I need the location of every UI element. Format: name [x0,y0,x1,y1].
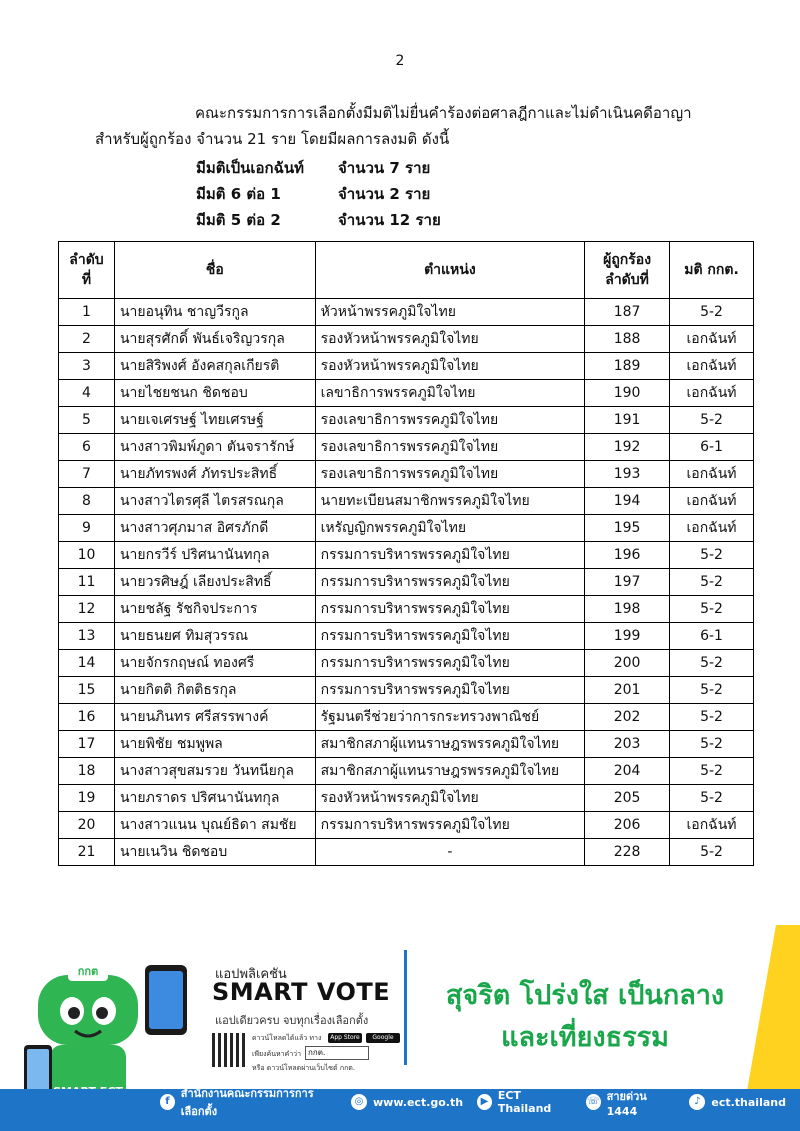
row-respondent-no: 201 [585,677,670,704]
row-order: 20 [59,812,115,839]
row-resolution: 5-2 [670,569,754,596]
row-name: นายภราดร ปริศนานันทกุล [114,785,315,812]
header-name: ชื่อ [114,242,315,299]
header-resp-line2: ลำดับที่ [605,272,649,288]
row-order: 5 [59,407,115,434]
row-respondent-no: 200 [585,650,670,677]
row-order: 16 [59,704,115,731]
row-position: สมาชิกสภาผู้แทนราษฎรพรรคภูมิใจไทย [315,731,585,758]
table-row [59,596,754,623]
table-row [59,650,754,677]
row-resolution: 5-2 [670,542,754,569]
row-name: นายพิชัย ชมพูพล [114,731,315,758]
row-order: 2 [59,326,115,353]
tiktok-icon: ♪ [689,1094,705,1110]
row-position: กรรมการบริหารพรรคภูมิใจไทย [315,812,585,839]
row-order: 12 [59,596,115,623]
row-respondent-no: 199 [585,623,670,650]
row-respondent-no: 203 [585,731,670,758]
app-tagline: แอปเดียวครบ จบทุกเรื่องเลือกตั้ง [215,1014,369,1027]
row-name: นางสาวสุขสมรวย วันทนียกุล [114,758,315,785]
row-name: นางสาวไตรศุลี ไตรสรณกุล [114,488,315,515]
row-name: นายเจเศรษฐ์ ไทยเศรษฐ์ [114,407,315,434]
row-resolution: 5-2 [670,758,754,785]
row-name: นายสุรศักดิ์ พันธ์เจริญวรกุล [114,326,315,353]
row-order: 9 [59,515,115,542]
contact-youtube[interactable] [477,1089,572,1115]
vote-count: จำนวน 12 ราย [338,211,441,229]
row-respondent-no: 191 [585,407,670,434]
row-position: นายทะเบียนสมาชิกพรรคภูมิใจไทย [315,488,585,515]
qr-code-icon [212,1033,246,1067]
row-resolution: เอกฉันท์ [670,326,754,353]
app-prefix: แอปพลิเคชัน [215,967,287,982]
contact-tiktok[interactable] [689,1094,786,1110]
row-position: กรรมการบริหารพรรคภูมิใจไทย [315,650,585,677]
table-row [59,353,754,380]
row-order: 19 [59,785,115,812]
row-respondent-no: 188 [585,326,670,353]
facebook-label: สำนักงานคณะกรรมการการเลือกตั้ง [180,1087,314,1118]
row-respondent-no: 193 [585,461,670,488]
header-order-line1: ลำดับ [69,252,104,268]
vote-count: จำนวน 2 ราย [338,185,431,203]
row-respondent-no: 190 [585,380,670,407]
row-respondent-no: 194 [585,488,670,515]
mascot-badge: กกต [77,965,99,978]
google-play-badge[interactable]: Google play [366,1033,400,1043]
phone-icon: ☏ [586,1094,601,1110]
app-store-badge[interactable]: App Store [328,1033,362,1043]
row-position: รองหัวหน้าพรรคภูมิใจไทย [315,785,585,812]
row-respondent-no: 192 [585,434,670,461]
row-name: นายกรวีร์ ปริศนานันทกุล [114,542,315,569]
vote-summary-row [196,181,441,207]
globe-icon: ◎ [351,1094,367,1110]
row-respondent-no: 205 [585,785,670,812]
table-row [59,731,754,758]
download-text: ดาวน์โหลดได้แล้ว ทาง [252,1034,322,1042]
table-row [59,326,754,353]
row-position: รองเลขาธิการพรรคภูมิใจไทย [315,461,585,488]
table-row [59,515,754,542]
row-resolution: เอกฉันท์ [670,380,754,407]
row-name: นางสาวพิมพ์ภูดา ตันจรารักษ์ [114,434,315,461]
row-position: กรรมการบริหารพรรคภูมิใจไทย [315,677,585,704]
search-box: กกต. [305,1046,369,1060]
contact-website[interactable] [351,1094,463,1110]
divider [404,950,407,1065]
website-label: www.ect.go.th [373,1095,464,1109]
row-resolution: 5-2 [670,650,754,677]
row-resolution: เอกฉันท์ [670,353,754,380]
row-resolution: 5-2 [670,785,754,812]
header-position: ตำแหน่ง [315,242,585,299]
row-resolution: เอกฉันท์ [670,461,754,488]
header-order-line2: ที่ [81,272,92,288]
row-name: นายสิริพงศ์ อังคสกุลเกียรติ [114,353,315,380]
app-name: SMART VOTE [212,978,391,1006]
row-resolution: 5-2 [670,407,754,434]
table-row [59,434,754,461]
row-respondent-no: 198 [585,596,670,623]
table-header-row [59,242,754,299]
row-position: กรรมการบริหารพรรคภูมิใจไทย [315,623,585,650]
vote-count: จำนวน 7 ราย [338,159,431,177]
website-download-text: หรือ ดาวน์โหลดผ่านเว็บไซต์ กกต. [252,1064,356,1072]
table-row [59,704,754,731]
row-resolution: 5-2 [670,839,754,866]
row-respondent-no: 197 [585,569,670,596]
row-position: หัวหน้าพรรคภูมิใจไทย [315,299,585,326]
header-order [59,242,115,299]
row-position: รัฐมนตรีช่วยว่าการกระทรวงพาณิชย์ [315,704,585,731]
table-row [59,569,754,596]
slogan [420,975,750,1059]
row-order: 10 [59,542,115,569]
row-position: รองหัวหน้าพรรคภูมิใจไทย [315,353,585,380]
row-resolution: เอกฉันท์ [670,515,754,542]
row-order: 13 [59,623,115,650]
table-row [59,299,754,326]
intro-line-2: สำหรับผู้ถูกร้อง จำนวน 21 ราย โดยมีผลการลงมติ ดังนี้ [95,130,450,148]
youtube-icon: ▶ [477,1094,492,1110]
vote-label: มีมติ 6 ต่อ 1 [196,185,281,203]
row-respondent-no: 196 [585,542,670,569]
row-resolution: 5-2 [670,299,754,326]
row-position: เลขาธิการพรรคภูมิใจไทย [315,380,585,407]
intro-paragraph [95,100,755,152]
facebook-icon: f [160,1094,175,1110]
page-number: 2 [395,53,405,69]
slogan-line-2: และเที่ยงธรรม [501,1022,669,1053]
row-position: รองเลขาธิการพรรคภูมิใจไทย [315,407,585,434]
row-resolution: เอกฉันท์ [670,812,754,839]
table-row [59,488,754,515]
row-name: นายภัทรพงศ์ ภัทรประสิทธิ์ [114,461,315,488]
row-name: นายวรศิษฎ์ เลียงประสิทธิ์ [114,569,315,596]
row-position: รองหัวหน้าพรรคภูมิใจไทย [315,326,585,353]
row-respondent-no: 228 [585,839,670,866]
table-row [59,677,754,704]
contact-hotline[interactable] [586,1087,675,1118]
row-name: นางสาวแนน บุณย์ธิดา สมชัย [114,812,315,839]
row-name: นายชลัฐ รัชกิจประการ [114,596,315,623]
row-respondent-no: 195 [585,515,670,542]
row-order: 15 [59,677,115,704]
table-row [59,758,754,785]
row-order: 18 [59,758,115,785]
header-respondent-no [585,242,670,299]
row-order: 4 [59,380,115,407]
respondents-table [58,241,754,866]
contact-facebook[interactable] [160,1084,337,1120]
table-row [59,407,754,434]
row-resolution: 5-2 [670,596,754,623]
search-label: เพียงค้นหาคำว่า [252,1050,302,1058]
row-resolution: 5-2 [670,677,754,704]
row-order: 7 [59,461,115,488]
table-row [59,542,754,569]
row-respondent-no: 204 [585,758,670,785]
row-position: กรรมการบริหารพรรคภูมิใจไทย [315,569,585,596]
row-respondent-no: 202 [585,704,670,731]
row-order: 11 [59,569,115,596]
table-row [59,812,754,839]
row-resolution: 6-1 [670,434,754,461]
row-respondent-no: 206 [585,812,670,839]
row-position: รองเลขาธิการพรรคภูมิใจไทย [315,434,585,461]
row-resolution: 6-1 [670,623,754,650]
row-order: 8 [59,488,115,515]
row-position: - [315,839,585,866]
row-order: 17 [59,731,115,758]
table-row [59,380,754,407]
row-name: นางสาวศุภมาส อิศรภักดี [114,515,315,542]
row-resolution: 5-2 [670,731,754,758]
row-name: นายนภินทร ศรีสรรพางค์ [114,704,315,731]
row-order: 3 [59,353,115,380]
contact-items [160,1084,800,1120]
row-respondent-no: 189 [585,353,670,380]
row-order: 14 [59,650,115,677]
row-order: 6 [59,434,115,461]
table-row [59,623,754,650]
vote-summary [196,155,441,233]
slogan-line-1: สุจริต โปร่งใส เป็นกลาง [445,980,725,1011]
row-order: 21 [59,839,115,866]
vote-summary-row [196,207,441,233]
vote-label: มีมติ 5 ต่อ 2 [196,211,281,229]
row-name: นายจักรกฤษณ์ ทองศรี [114,650,315,677]
row-position: กรรมการบริหารพรรคภูมิใจไทย [315,596,585,623]
row-position: เหรัญญิกพรรคภูมิใจไทย [315,515,585,542]
vote-label: มีมติเป็นเอกฉันท์ [196,159,304,177]
row-position: กรรมการบริหารพรรคภูมิใจไทย [315,542,585,569]
table-row [59,785,754,812]
row-resolution: เอกฉันท์ [670,488,754,515]
hotline-label: สายด่วน 1444 [606,1089,647,1118]
row-name: นายกิตติ กิตติธรกุล [114,677,315,704]
header-resp-line1: ผู้ถูกร้อง [603,252,652,268]
table-row [59,839,754,866]
row-name: นายอนุทิน ชาญวีรกูล [114,299,315,326]
youtube-label: ECT Thailand [497,1089,552,1115]
row-name: นายธนยศ ทิมสุวรรณ [114,623,315,650]
header-resolution: มติ กกต. [670,242,754,299]
vote-summary-row [196,155,441,181]
row-name: นายเนวิน ชิดชอบ [114,839,315,866]
row-order: 1 [59,299,115,326]
row-respondent-no: 187 [585,299,670,326]
tiktok-label: ect.thailand [711,1095,786,1109]
row-name: นายไชยชนก ชิดชอบ [114,380,315,407]
footer-banner [0,925,800,1131]
row-resolution: 5-2 [670,704,754,731]
row-position: สมาชิกสภาผู้แทนราษฎรพรรคภูมิใจไทย [315,758,585,785]
table-row [59,461,754,488]
intro-line-1: คณะกรรมการการเลือกตั้งมีมติไม่ยื่นคำร้องต่อศาลฎีกาและไม่ดำเนินคดีอาญา [195,104,692,122]
